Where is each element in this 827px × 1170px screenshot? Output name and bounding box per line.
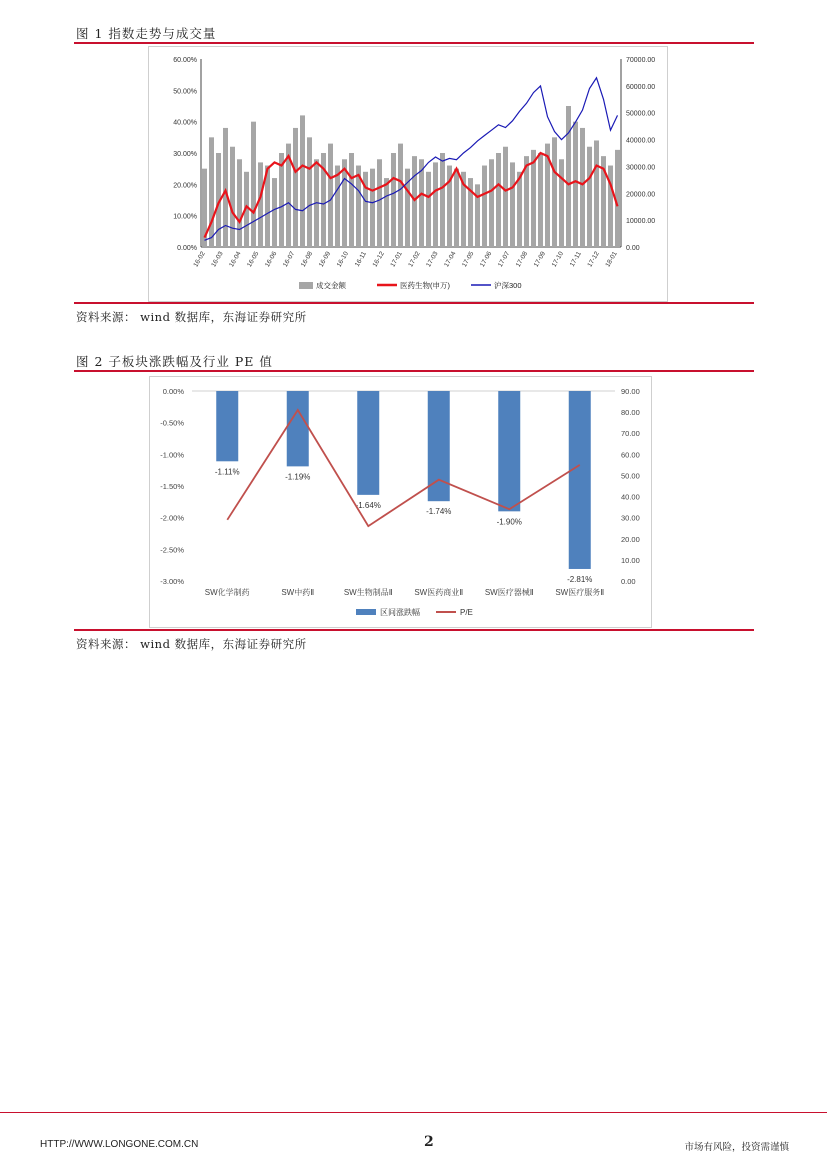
x-tick-label: 17-11 bbox=[568, 250, 583, 268]
turnover-bar bbox=[237, 159, 242, 247]
bar-value-label: -2.81% bbox=[567, 574, 593, 584]
category-label: SW化学制药 bbox=[204, 588, 250, 597]
turnover-bar bbox=[531, 150, 536, 247]
x-tick-label: 16-08 bbox=[299, 250, 315, 269]
turnover-bar bbox=[552, 137, 557, 247]
x-tick-label: 17-02 bbox=[407, 250, 422, 269]
turnover-bar bbox=[517, 172, 522, 247]
figure-1-top-rule bbox=[74, 42, 754, 44]
left-tick-label: -1.50% bbox=[160, 482, 184, 491]
turnover-bar bbox=[230, 147, 235, 247]
left-tick-label: 40.00% bbox=[173, 119, 197, 127]
pe-line bbox=[227, 410, 580, 526]
right-tick-label: 20000.00 bbox=[626, 191, 656, 199]
x-tick-label: 16-06 bbox=[264, 250, 279, 269]
figure-2-source: 资料来源： wind 数据库，东海证券研究所 bbox=[76, 637, 307, 651]
x-tick-label: 17-08 bbox=[514, 250, 530, 269]
turnover-bar bbox=[482, 166, 487, 247]
left-tick-label: 30.00% bbox=[173, 151, 197, 158]
right-tick-label: 60.00 bbox=[621, 450, 640, 460]
turnover-bar bbox=[251, 122, 256, 247]
left-tick-label: 60.00% bbox=[173, 57, 197, 64]
sector-change-chart bbox=[149, 376, 652, 628]
turnover-bar bbox=[335, 166, 340, 247]
right-tick-label: 30.00 bbox=[621, 513, 640, 523]
turnover-bar bbox=[377, 159, 382, 247]
right-tick-label: 40.00 bbox=[621, 492, 640, 502]
change-bar bbox=[216, 391, 238, 461]
footer-rule bbox=[0, 1112, 827, 1113]
x-tick-label: 16-12 bbox=[371, 250, 386, 269]
legend-change-swatch bbox=[356, 609, 376, 615]
turnover-bar bbox=[258, 162, 263, 247]
x-tick-label: 17-03 bbox=[425, 250, 440, 269]
right-tick-label: 20.00 bbox=[621, 534, 640, 544]
turnover-bar bbox=[489, 159, 494, 247]
left-tick-label: 50.00% bbox=[173, 88, 197, 96]
turnover-bar bbox=[538, 153, 543, 247]
left-tick-label: 20.00% bbox=[173, 182, 197, 190]
x-tick-label: 16-04 bbox=[228, 250, 243, 269]
bar-value-label: -1.64% bbox=[355, 500, 381, 510]
figure-2-title: 图 2 子板块涨跌幅及行业 PE 值 bbox=[76, 354, 273, 369]
legend-turnover-swatch bbox=[299, 282, 313, 289]
turnover-bar bbox=[559, 159, 564, 247]
change-bar bbox=[569, 391, 591, 569]
turnover-bar bbox=[496, 153, 501, 247]
right-tick-label: 50.00 bbox=[621, 471, 640, 481]
x-tick-label: 16-11 bbox=[353, 250, 368, 268]
x-tick-label: 16-07 bbox=[281, 250, 297, 269]
x-tick-label: 17-09 bbox=[532, 250, 548, 269]
change-bar bbox=[357, 391, 379, 495]
legend-pe-label: P/E bbox=[460, 608, 473, 617]
turnover-bar bbox=[475, 184, 480, 247]
bar-value-label: -1.11% bbox=[214, 467, 240, 477]
legend-change-label: 区间涨跌幅 bbox=[380, 608, 420, 617]
legend-pharma-label: 医药生物(申万) bbox=[400, 281, 450, 290]
turnover-bar bbox=[384, 178, 389, 247]
x-tick-label: 17-07 bbox=[496, 250, 512, 269]
x-tick-label: 17-06 bbox=[478, 250, 494, 269]
x-tick-label: 17-04 bbox=[443, 250, 458, 269]
left-tick-label: 0.00% bbox=[162, 387, 184, 396]
left-tick-label: -2.00% bbox=[160, 513, 184, 523]
turnover-bar bbox=[510, 162, 515, 247]
turnover-bar bbox=[300, 115, 305, 247]
x-tick-label: 16-05 bbox=[246, 250, 261, 269]
right-tick-label: 0.00 bbox=[621, 577, 636, 586]
right-tick-label: 10000.00 bbox=[626, 218, 656, 226]
left-tick-label: 10.00% bbox=[173, 213, 197, 221]
category-label: SW中药Ⅱ bbox=[281, 588, 315, 597]
right-tick-label: 70.00 bbox=[621, 429, 640, 439]
turnover-bar bbox=[594, 140, 599, 247]
x-tick-label: 17-01 bbox=[389, 250, 404, 269]
left-tick-label: -0.50% bbox=[160, 418, 184, 428]
turnover-bar bbox=[370, 169, 375, 247]
right-tick-label: 90.00 bbox=[621, 387, 640, 396]
bar-value-label: -1.90% bbox=[496, 517, 522, 527]
right-tick-label: 40000.00 bbox=[626, 137, 656, 145]
turnover-bar bbox=[426, 172, 431, 247]
turnover-bar bbox=[412, 156, 417, 247]
turnover-bar bbox=[573, 122, 578, 247]
x-tick-label: 16-10 bbox=[335, 250, 351, 269]
page-number: 2 bbox=[424, 1134, 434, 1150]
footer-url[interactable]: HTTP://WWW.LONGONE.COM.CN bbox=[40, 1139, 199, 1150]
figure-2-bottom-rule bbox=[74, 629, 754, 631]
footer-disclaimer: 市场有风险，投资需谨慎 bbox=[684, 1142, 789, 1153]
x-tick-label: 16-03 bbox=[210, 250, 225, 269]
right-tick-label: 50000.00 bbox=[626, 110, 656, 118]
turnover-bar bbox=[209, 137, 214, 247]
turnover-bar bbox=[454, 169, 459, 247]
right-tick-label: 70000.00 bbox=[626, 57, 656, 64]
right-tick-label: 60000.00 bbox=[626, 83, 656, 91]
left-tick-label: 0.00% bbox=[177, 245, 197, 252]
turnover-bar bbox=[580, 128, 585, 247]
index-trend-chart bbox=[148, 46, 668, 302]
category-label: SW医疗服务Ⅱ bbox=[555, 588, 605, 597]
x-tick-label: 16-09 bbox=[317, 250, 333, 269]
category-label: SW医疗器械Ⅱ bbox=[484, 588, 534, 597]
bar-value-label: -1.74% bbox=[426, 507, 452, 517]
turnover-bar bbox=[272, 178, 277, 247]
x-tick-label: 17-12 bbox=[586, 250, 601, 269]
turnover-bar bbox=[223, 128, 228, 247]
figure-1-source: 资料来源： wind 数据库，东海证券研究所 bbox=[76, 310, 307, 324]
figure-1-title: 图 1 指数走势与成交量 bbox=[76, 26, 217, 41]
left-tick-label: -2.50% bbox=[160, 545, 184, 555]
turnover-bar bbox=[398, 144, 403, 247]
change-bar bbox=[498, 391, 520, 511]
right-tick-label: 30000.00 bbox=[626, 164, 656, 172]
turnover-bar bbox=[293, 128, 298, 247]
change-bar bbox=[287, 391, 309, 466]
x-tick-label: 17-10 bbox=[550, 250, 565, 269]
turnover-bar bbox=[503, 147, 508, 247]
figure-2-top-rule bbox=[74, 370, 754, 372]
right-tick-label: 10.00 bbox=[621, 555, 640, 565]
turnover-bar bbox=[328, 144, 333, 247]
left-tick-label: -3.00% bbox=[160, 577, 184, 586]
index-trend-chart-svg bbox=[149, 47, 667, 301]
left-tick-label: -1.00% bbox=[160, 450, 184, 460]
turnover-bar bbox=[279, 153, 284, 247]
turnover-bar bbox=[440, 153, 445, 247]
category-label: SW医药商业Ⅱ bbox=[414, 588, 464, 597]
x-tick-label: 17-05 bbox=[461, 250, 476, 269]
turnover-bar bbox=[307, 137, 312, 247]
right-tick-label: 80.00 bbox=[621, 408, 640, 418]
legend-csi300-label: 沪深300 bbox=[494, 281, 522, 290]
sector-change-chart-svg bbox=[150, 377, 651, 627]
category-label: SW生物制品Ⅱ bbox=[343, 588, 393, 597]
figure-1-bottom-rule bbox=[74, 302, 754, 304]
turnover-bar bbox=[566, 106, 571, 247]
right-tick-label: 0.00 bbox=[626, 245, 640, 252]
x-tick-label: 16-02 bbox=[192, 250, 207, 269]
turnover-bar bbox=[587, 147, 592, 247]
x-tick-label: 18-01 bbox=[604, 250, 619, 269]
turnover-bar bbox=[433, 162, 438, 247]
turnover-bar bbox=[391, 153, 396, 247]
legend-turnover-label: 成交金额 bbox=[316, 281, 346, 290]
turnover-bar bbox=[349, 153, 354, 247]
bar-value-label: -1.19% bbox=[285, 472, 311, 482]
